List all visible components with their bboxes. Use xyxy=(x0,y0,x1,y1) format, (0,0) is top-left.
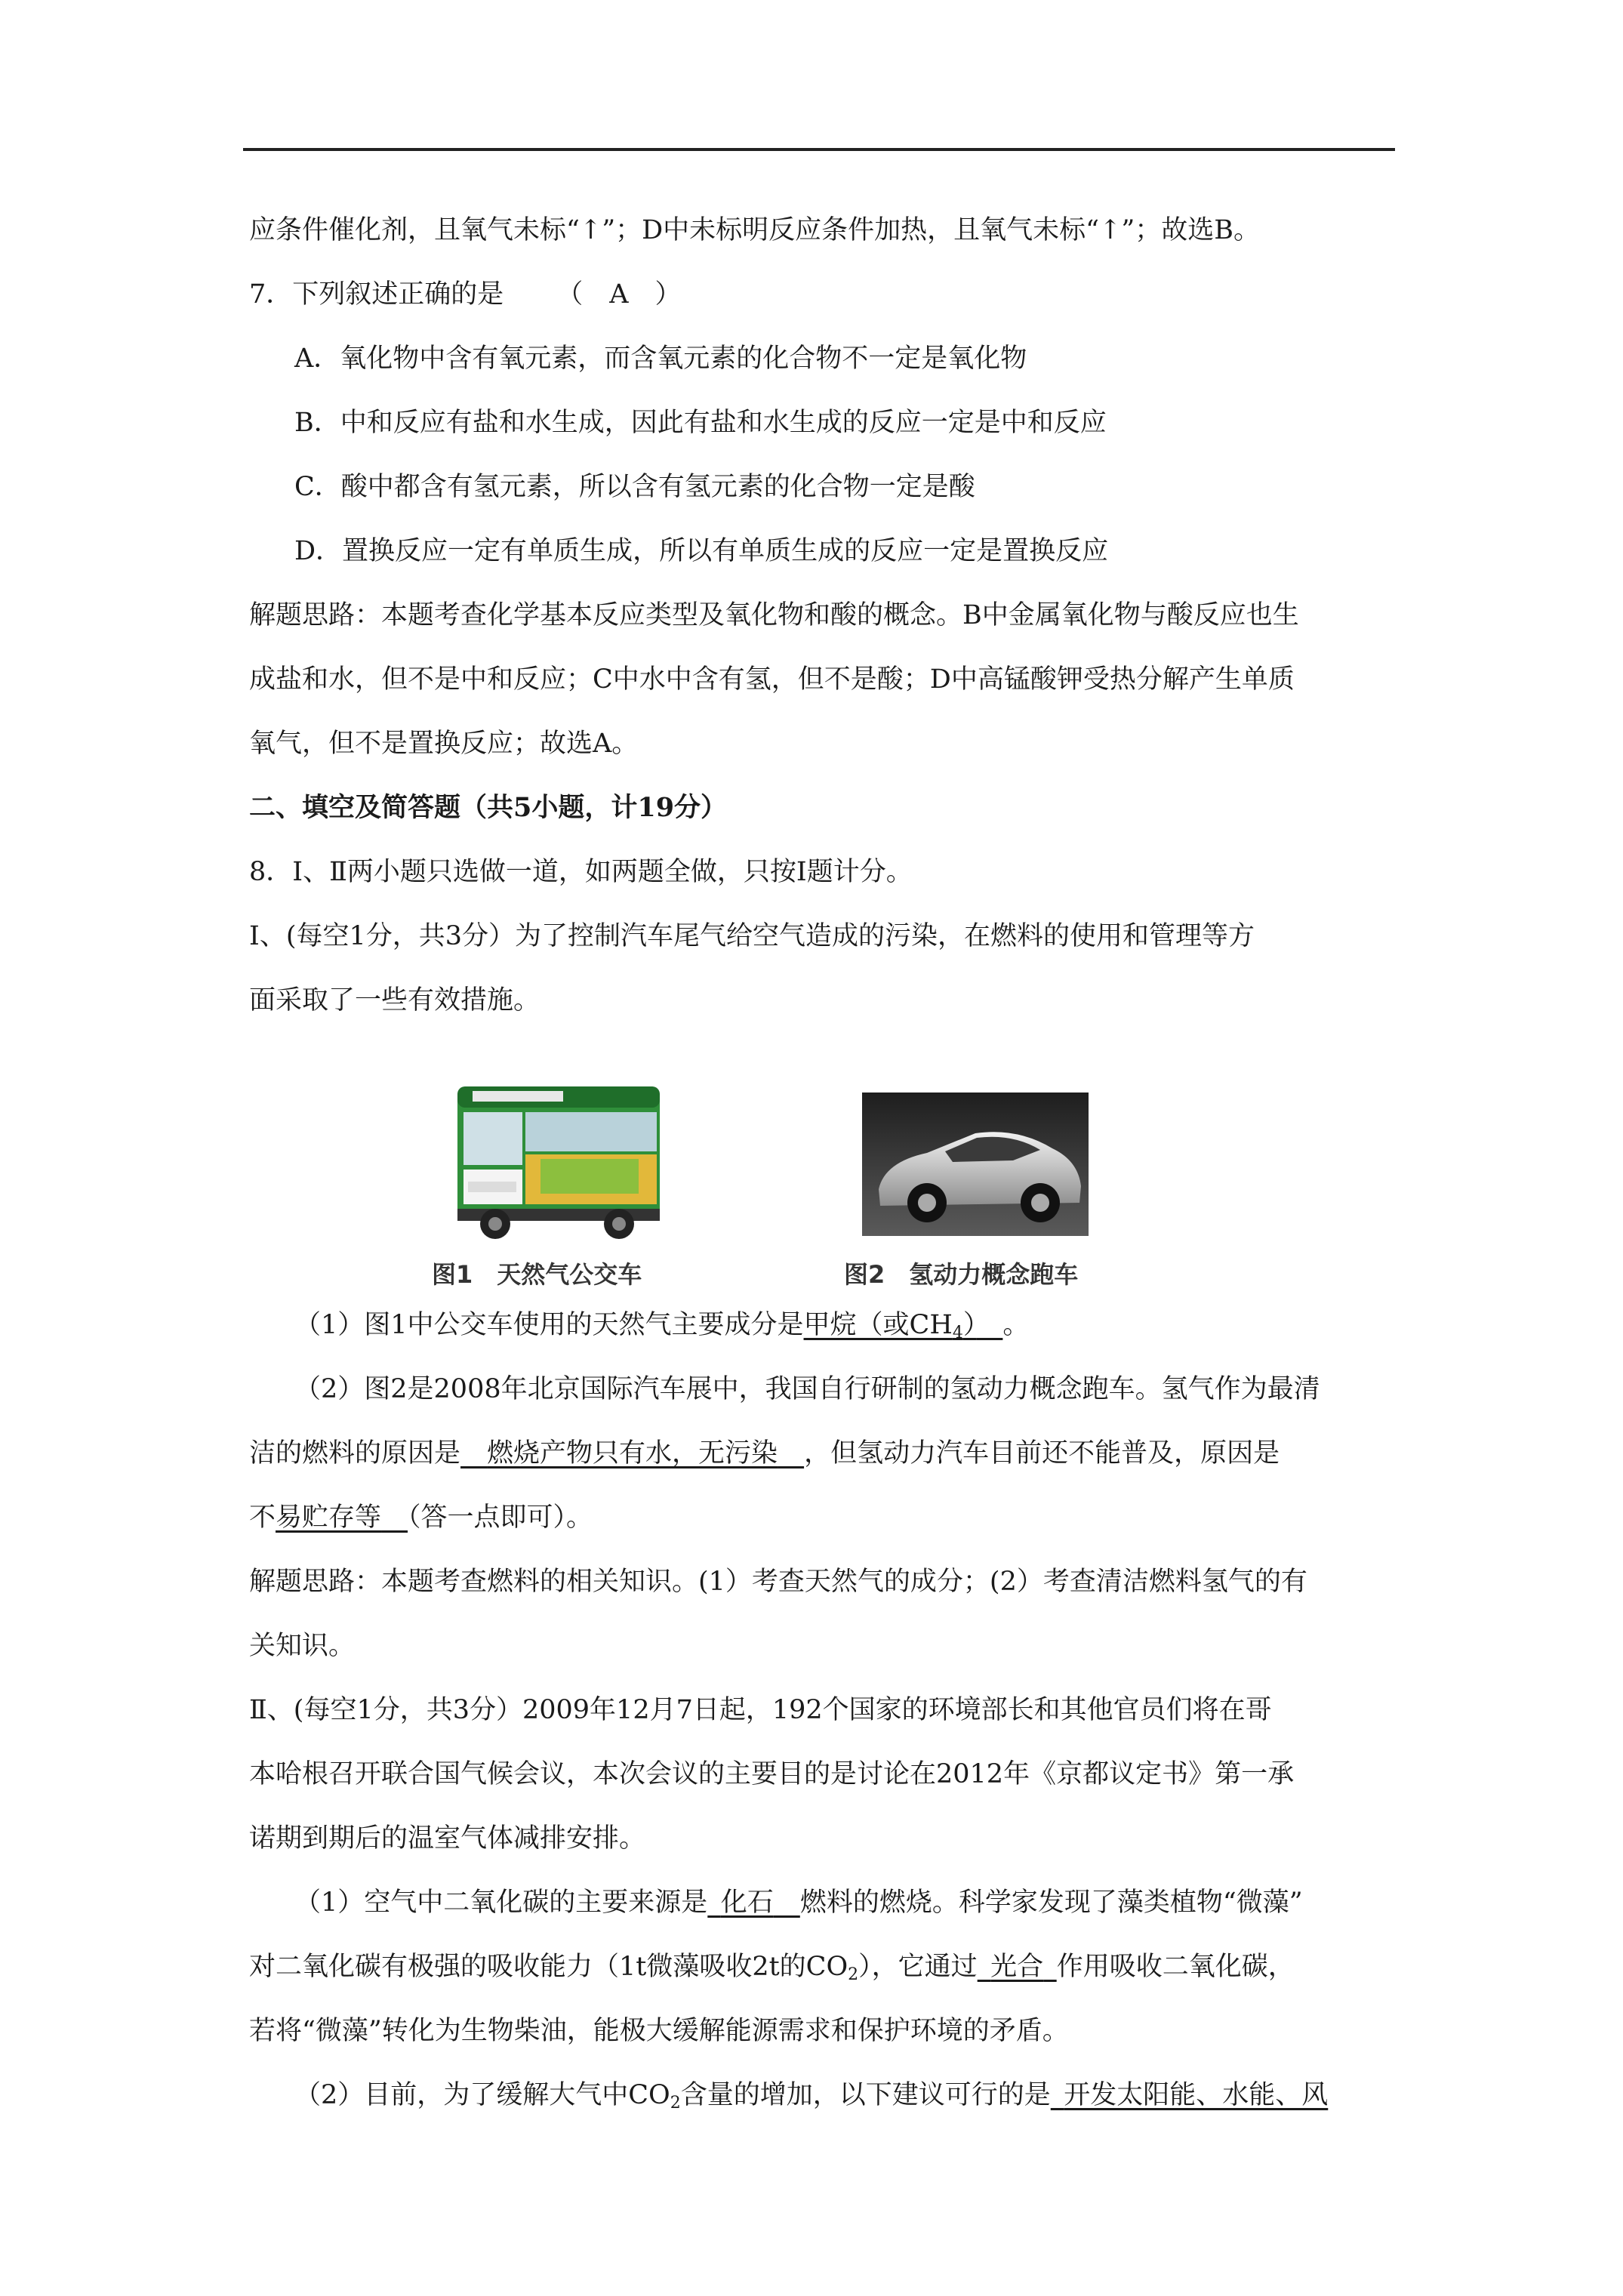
answer-blank: 燃烧产物只有水，无污染 xyxy=(487,1438,778,1469)
text-line: 面采取了一些有效措施。 xyxy=(249,985,540,1015)
explanation-line: 氧气，但不是置换反应；故选A。 xyxy=(249,729,639,759)
bus-illustration xyxy=(447,1076,666,1246)
fill-question: 对二氧化碳有极强的吸收能力（1t微藻吸收2t的$CO_2$），它通过 光合 作用吸收二氧化碳， xyxy=(249,1952,1295,1984)
fill-question: （2）图2是2008年北京国际汽车展中，我国自行研制的氢动力概念跑车。氢气作为最清 xyxy=(294,1374,1320,1404)
explanation-line: 成盐和水，但不是中和反应；C中水中含有氢，但不是酸；D中高锰酸钾受热分解产生单质 xyxy=(249,664,1295,695)
figure-2-car xyxy=(862,1093,1089,1236)
text-line: 应条件催化剂，且氧气未标“↑”；D中未标明反应条件加热，且氧气未标“↑”；故选B。 xyxy=(249,215,1261,245)
figure-1-caption: 图1 天然气公交车 xyxy=(432,1260,642,1289)
answer-blank: 甲烷（或$CH_4$） xyxy=(803,1310,977,1342)
option-a: A．氧化物中含有氧元素，而含氧元素的化合物不一定是氧化物 xyxy=(294,344,1027,374)
question-7-answer: （ A ） xyxy=(556,279,682,310)
text-line: 诺期到期后的温室气体减排安排。 xyxy=(249,1823,646,1854)
explanation-line: 解题思路：本题考查化学基本反应类型及氧化物和酸的概念。B中金属氧化物与酸反应也生 xyxy=(249,600,1299,630)
figure-1-bus xyxy=(447,1076,666,1246)
question-7-stem: 7．下列叙述正确的是 （ A ） xyxy=(249,279,682,310)
option-d: D．置换反应一定有单质生成，所以有单质生成的反应一定是置换反应 xyxy=(294,536,1109,566)
fill-question: 洁的燃料的原因是 燃烧产物只有水，无污染 ，但氢动力汽车目前还不能普及，原因是 xyxy=(249,1438,1280,1469)
answer-blank: 光合 xyxy=(990,1952,1044,1982)
section-heading: 二、填空及简答题（共5小题，计19分） xyxy=(249,792,728,823)
answer-blank: 易贮存等 xyxy=(276,1502,382,1533)
answer-blank: 化石 xyxy=(720,1888,774,1918)
text-line: Ⅱ、(每空1分，共3分）2009年12月7日起，192个国家的环境部长和其他官员们将在哥 xyxy=(249,1695,1272,1725)
fill-question: 不易贮存等 （答一点即可）。 xyxy=(249,1502,593,1533)
option-b: B．中和反应有盐和水生成，因此有盐和水生成的反应一定是中和反应 xyxy=(294,408,1107,438)
text-line: 本哈根召开联合国气候会议，本次会议的主要目的是讨论在2012年《京都议定书》第一承 xyxy=(249,1759,1295,1789)
fill-question: （1）空气中二氧化碳的主要来源是 化石 燃料的燃烧。科学家发现了藻类植物“微藻” xyxy=(294,1888,1303,1918)
explanation-line: 解题思路：本题考查燃料的相关知识。(1）考查天然气的成分；(2）考查清洁燃料氢气的有 xyxy=(249,1567,1307,1597)
text-line: Ⅰ、(每空1分，共3分）为了控制汽车尾气给空气造成的污染，在燃料的使用和管理等方 xyxy=(249,921,1255,951)
answer-blank: 开发太阳能、水能、风 xyxy=(1064,2080,1329,2110)
explanation-line: 关知识。 xyxy=(249,1631,356,1661)
text-line: 若将“微藻”转化为生物柴油，能极大缓解能源需求和保护环境的矛盾。 xyxy=(249,2016,1069,2046)
figure-2-caption: 图2 氢动力概念跑车 xyxy=(844,1260,1079,1289)
fill-question: （2）目前，为了缓解大气中$CO_2$含量的增加，以下建议可行的是 开发太阳能、水能、风 xyxy=(294,2080,1329,2113)
header-rule xyxy=(243,148,1395,151)
fill-question: （1）图1中公交车使用的天然气主要成分是甲烷（或$CH_4$） 。 xyxy=(294,1310,1030,1342)
option-c: C．酸中都含有氢元素，所以含有氢元素的化合物一定是酸 xyxy=(294,472,975,502)
question-8-stem: 8．Ⅰ、Ⅱ两小题只选做一道，如两题全做，只按Ⅰ题计分。 xyxy=(249,857,913,887)
car-illustration xyxy=(862,1093,1089,1236)
